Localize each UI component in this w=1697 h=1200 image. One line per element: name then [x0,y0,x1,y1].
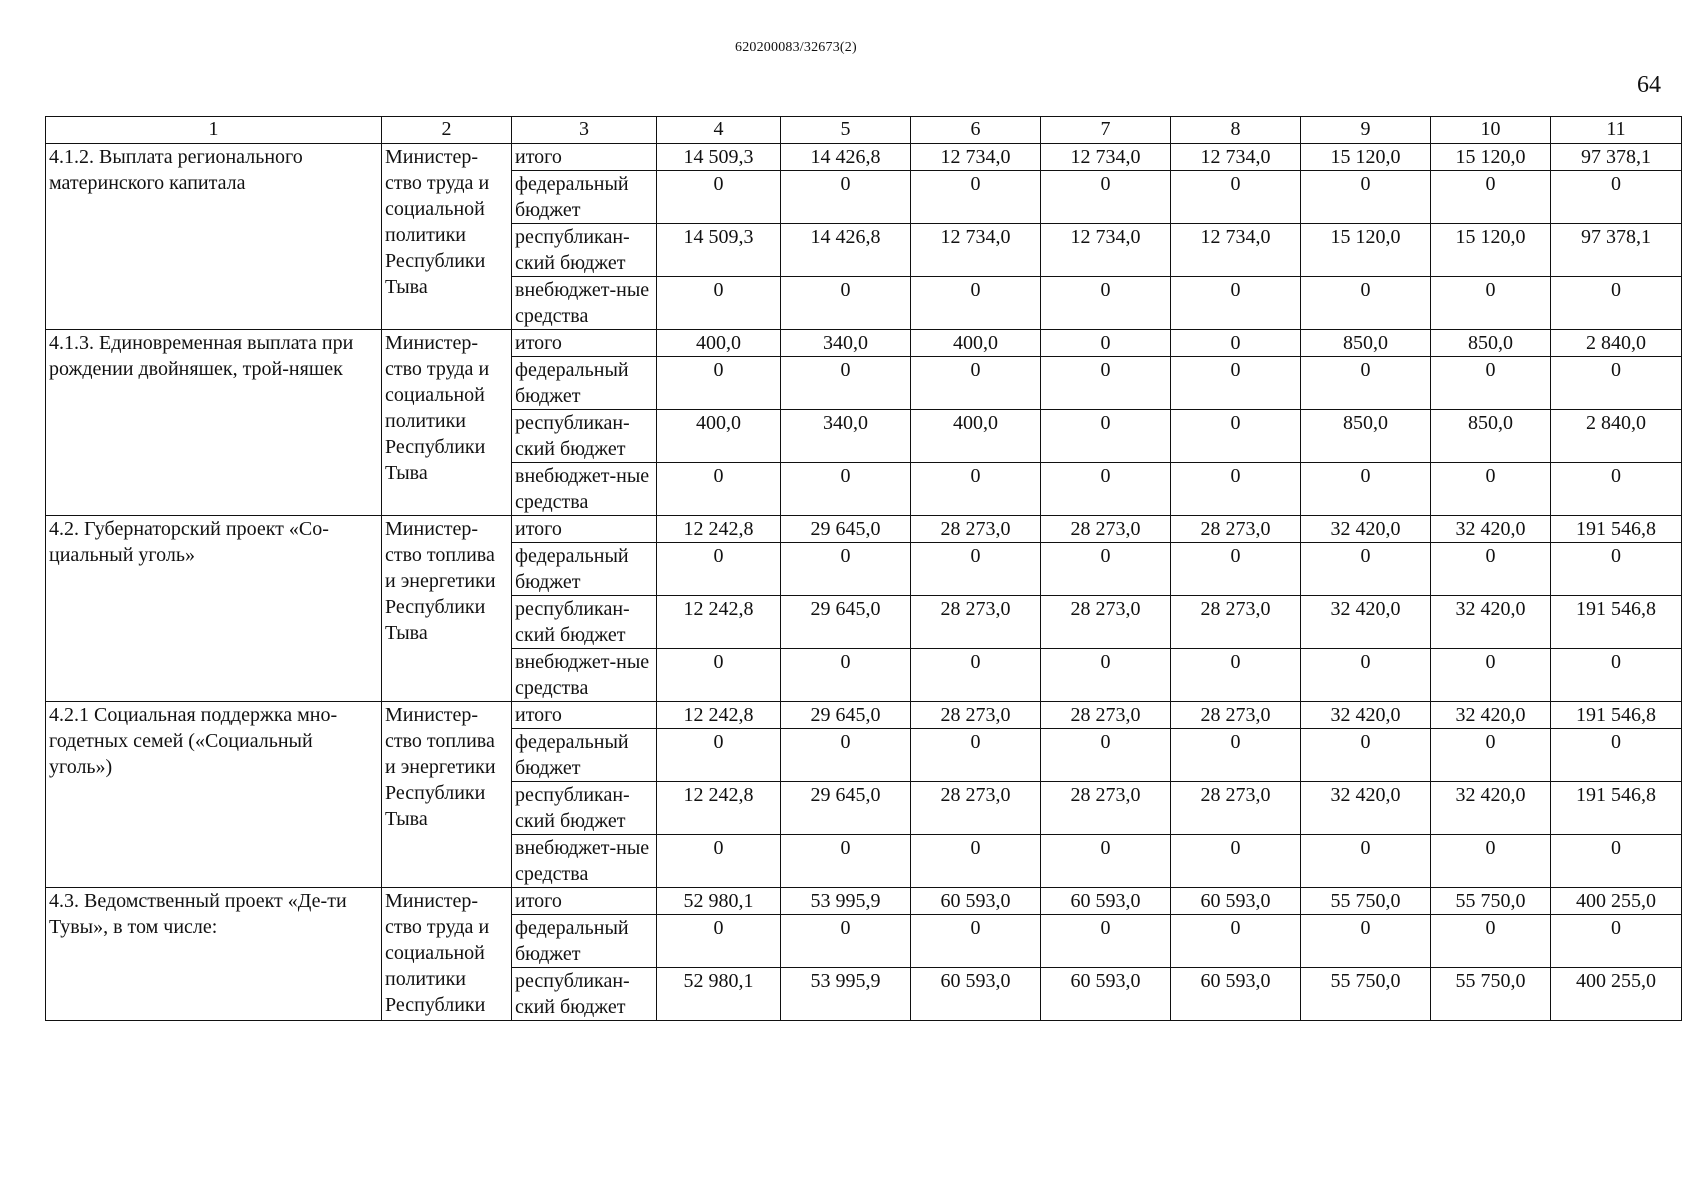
value-cell-col-11: 191 546,8 [1551,782,1682,835]
funding-source-cell: итого [512,330,657,357]
value-cell-col-7: 0 [1041,463,1171,516]
table-row [46,330,1682,357]
value-cell-col-5: 29 645,0 [781,596,911,649]
value-cell-col-9: 32 420,0 [1301,596,1431,649]
value-cell-col-4: 14 509,3 [657,144,781,171]
value-cell-col-11: 400 255,0 [1551,968,1682,1021]
value-cell-col-9: 0 [1301,649,1431,702]
value-cell-col-7: 0 [1041,277,1171,330]
value-cell-col-5: 29 645,0 [781,516,911,543]
value-cell-col-10: 0 [1431,171,1551,224]
funding-source-cell: республикан-ский бюджет [512,224,657,277]
executor-cell: Министер-ство труда и социальной политики Республики Тыва [382,144,512,330]
column-number-11: 11 [1551,117,1682,144]
value-cell-col-10: 0 [1431,357,1551,410]
value-cell-col-7: 0 [1041,835,1171,888]
value-cell-col-4: 0 [657,171,781,224]
value-cell-col-11: 0 [1551,729,1682,782]
value-cell-col-4: 12 242,8 [657,596,781,649]
value-cell-col-9: 32 420,0 [1301,516,1431,543]
value-cell-col-10: 0 [1431,915,1551,968]
value-cell-col-11: 0 [1551,835,1682,888]
value-cell-col-11: 0 [1551,357,1682,410]
value-cell-col-7: 60 593,0 [1041,968,1171,1021]
value-cell-col-4: 400,0 [657,330,781,357]
column-number-row [46,117,1682,144]
funding-source-cell: федеральный бюджет [512,729,657,782]
value-cell-col-11: 0 [1551,277,1682,330]
value-cell-col-7: 0 [1041,729,1171,782]
value-cell-col-7: 0 [1041,330,1171,357]
value-cell-col-7: 28 273,0 [1041,516,1171,543]
value-cell-col-5: 0 [781,357,911,410]
value-cell-col-11: 191 546,8 [1551,516,1682,543]
value-cell-col-11: 0 [1551,543,1682,596]
value-cell-col-7: 28 273,0 [1041,782,1171,835]
value-cell-col-8: 0 [1171,729,1301,782]
measure-name-cell: 4.3. Ведомственный проект «Де-ти Тувы», в том числе: [46,888,382,1021]
value-cell-col-9: 15 120,0 [1301,224,1431,277]
value-cell-col-6: 0 [911,277,1041,330]
value-cell-col-10: 0 [1431,543,1551,596]
value-cell-col-9: 15 120,0 [1301,144,1431,171]
value-cell-col-11: 97 378,1 [1551,224,1682,277]
value-cell-col-5: 0 [781,649,911,702]
table-row [46,702,1682,729]
value-cell-col-6: 28 273,0 [911,596,1041,649]
value-cell-col-6: 400,0 [911,330,1041,357]
value-cell-col-6: 60 593,0 [911,888,1041,915]
value-cell-col-10: 55 750,0 [1431,968,1551,1021]
value-cell-col-4: 0 [657,543,781,596]
value-cell-col-6: 0 [911,649,1041,702]
value-cell-col-8: 28 273,0 [1171,516,1301,543]
column-number-2: 2 [382,117,512,144]
value-cell-col-4: 52 980,1 [657,888,781,915]
value-cell-col-4: 0 [657,463,781,516]
value-cell-col-4: 400,0 [657,410,781,463]
table-row [46,144,1682,171]
value-cell-col-4: 12 242,8 [657,782,781,835]
value-cell-col-10: 15 120,0 [1431,144,1551,171]
value-cell-col-7: 0 [1041,543,1171,596]
value-cell-col-8: 0 [1171,330,1301,357]
value-cell-col-7: 0 [1041,915,1171,968]
value-cell-col-10: 850,0 [1431,330,1551,357]
value-cell-col-5: 29 645,0 [781,782,911,835]
budget-table [45,116,1682,1021]
value-cell-col-4: 12 242,8 [657,516,781,543]
funding-source-cell: федеральный бюджет [512,357,657,410]
measure-name-cell: 4.2.1 Социальная поддержка мно-годетных семей («Социальный уголь») [46,702,382,888]
value-cell-col-5: 0 [781,171,911,224]
value-cell-col-11: 191 546,8 [1551,702,1682,729]
value-cell-col-9: 55 750,0 [1301,888,1431,915]
value-cell-col-4: 0 [657,277,781,330]
table-row [46,516,1682,543]
value-cell-col-7: 28 273,0 [1041,702,1171,729]
value-cell-col-7: 0 [1041,410,1171,463]
value-cell-col-8: 12 734,0 [1171,224,1301,277]
value-cell-col-7: 28 273,0 [1041,596,1171,649]
document-code: 620200083/32673(2) [735,40,857,55]
value-cell-col-6: 28 273,0 [911,702,1041,729]
value-cell-col-7: 0 [1041,357,1171,410]
value-cell-col-5: 340,0 [781,330,911,357]
value-cell-col-5: 0 [781,543,911,596]
value-cell-col-4: 12 242,8 [657,702,781,729]
value-cell-col-9: 850,0 [1301,410,1431,463]
funding-source-cell: внебюджет-ные средства [512,649,657,702]
value-cell-col-11: 0 [1551,649,1682,702]
value-cell-col-6: 60 593,0 [911,968,1041,1021]
column-number-9: 9 [1301,117,1431,144]
value-cell-col-6: 0 [911,915,1041,968]
value-cell-col-8: 60 593,0 [1171,888,1301,915]
value-cell-col-6: 12 734,0 [911,224,1041,277]
value-cell-col-8: 0 [1171,649,1301,702]
value-cell-col-6: 400,0 [911,410,1041,463]
value-cell-col-8: 0 [1171,357,1301,410]
page-number: 64 [1637,72,1661,98]
funding-source-cell: федеральный бюджет [512,171,657,224]
value-cell-col-4: 0 [657,835,781,888]
value-cell-col-11: 0 [1551,463,1682,516]
value-cell-col-5: 0 [781,915,911,968]
value-cell-col-9: 0 [1301,835,1431,888]
value-cell-col-10: 0 [1431,729,1551,782]
funding-source-cell: республикан-ский бюджет [512,596,657,649]
executor-cell: Министер-ство труда и социальной политики Республики Тыва [382,330,512,516]
funding-source-cell: республикан-ский бюджет [512,782,657,835]
value-cell-col-5: 14 426,8 [781,224,911,277]
value-cell-col-10: 0 [1431,463,1551,516]
value-cell-col-8: 12 734,0 [1171,144,1301,171]
value-cell-col-6: 0 [911,463,1041,516]
value-cell-col-8: 60 593,0 [1171,968,1301,1021]
value-cell-col-5: 0 [781,277,911,330]
value-cell-col-11: 191 546,8 [1551,596,1682,649]
value-cell-col-7: 0 [1041,171,1171,224]
value-cell-col-8: 0 [1171,410,1301,463]
table-row [46,888,1682,915]
funding-source-cell: внебюджет-ные средства [512,463,657,516]
value-cell-col-8: 0 [1171,277,1301,330]
value-cell-col-7: 12 734,0 [1041,224,1171,277]
value-cell-col-9: 32 420,0 [1301,702,1431,729]
funding-source-cell: итого [512,888,657,915]
value-cell-col-11: 400 255,0 [1551,888,1682,915]
value-cell-col-6: 28 273,0 [911,782,1041,835]
value-cell-col-11: 97 378,1 [1551,144,1682,171]
value-cell-col-6: 12 734,0 [911,144,1041,171]
value-cell-col-5: 14 426,8 [781,144,911,171]
value-cell-col-10: 32 420,0 [1431,596,1551,649]
executor-cell: Министер-ство топлива и энергетики Республики Тыва [382,702,512,888]
value-cell-col-6: 0 [911,729,1041,782]
value-cell-col-5: 340,0 [781,410,911,463]
column-number-3: 3 [512,117,657,144]
value-cell-col-10: 32 420,0 [1431,702,1551,729]
value-cell-col-10: 32 420,0 [1431,782,1551,835]
value-cell-col-7: 60 593,0 [1041,888,1171,915]
funding-source-cell: федеральный бюджет [512,543,657,596]
value-cell-col-10: 55 750,0 [1431,888,1551,915]
value-cell-col-11: 2 840,0 [1551,330,1682,357]
value-cell-col-10: 32 420,0 [1431,516,1551,543]
value-cell-col-7: 0 [1041,649,1171,702]
value-cell-col-9: 0 [1301,729,1431,782]
column-number-10: 10 [1431,117,1551,144]
value-cell-col-5: 29 645,0 [781,702,911,729]
funding-source-cell: республикан-ский бюджет [512,968,657,1021]
value-cell-col-4: 0 [657,729,781,782]
column-number-5: 5 [781,117,911,144]
column-number-1: 1 [46,117,382,144]
value-cell-col-6: 28 273,0 [911,516,1041,543]
column-number-7: 7 [1041,117,1171,144]
value-cell-col-8: 0 [1171,463,1301,516]
value-cell-col-9: 0 [1301,277,1431,330]
value-cell-col-5: 53 995,9 [781,968,911,1021]
value-cell-col-5: 0 [781,463,911,516]
measure-name-cell: 4.1.3. Единовременная выплата при рождении двойняшек, трой-няшек [46,330,382,516]
value-cell-col-11: 0 [1551,171,1682,224]
value-cell-col-11: 2 840,0 [1551,410,1682,463]
measure-name-cell: 4.2. Губернаторский проект «Со-циальный уголь» [46,516,382,702]
value-cell-col-5: 0 [781,729,911,782]
value-cell-col-9: 0 [1301,915,1431,968]
value-cell-col-10: 0 [1431,649,1551,702]
executor-cell: Министер-ство топлива и энергетики Республики Тыва [382,516,512,702]
funding-source-cell: итого [512,516,657,543]
value-cell-col-10: 0 [1431,277,1551,330]
value-cell-col-8: 0 [1171,835,1301,888]
value-cell-col-5: 53 995,9 [781,888,911,915]
funding-source-cell: внебюджет-ные средства [512,277,657,330]
value-cell-col-4: 0 [657,649,781,702]
value-cell-col-9: 0 [1301,543,1431,596]
value-cell-col-9: 850,0 [1301,330,1431,357]
value-cell-col-10: 850,0 [1431,410,1551,463]
value-cell-col-4: 52 980,1 [657,968,781,1021]
value-cell-col-9: 0 [1301,463,1431,516]
column-number-8: 8 [1171,117,1301,144]
measure-name-cell: 4.1.2. Выплата регионального материнского капитала [46,144,382,330]
value-cell-col-8: 0 [1171,543,1301,596]
value-cell-col-4: 0 [657,915,781,968]
value-cell-col-6: 0 [911,543,1041,596]
value-cell-col-7: 12 734,0 [1041,144,1171,171]
executor-cell: Министер-ство труда и социальной политики Республики [382,888,512,1021]
funding-source-cell: внебюджет-ные средства [512,835,657,888]
funding-source-cell: республикан-ский бюджет [512,410,657,463]
value-cell-col-9: 0 [1301,357,1431,410]
value-cell-col-4: 0 [657,357,781,410]
column-number-6: 6 [911,117,1041,144]
value-cell-col-8: 28 273,0 [1171,702,1301,729]
value-cell-col-8: 28 273,0 [1171,782,1301,835]
value-cell-col-11: 0 [1551,915,1682,968]
value-cell-col-10: 0 [1431,835,1551,888]
funding-source-cell: федеральный бюджет [512,915,657,968]
value-cell-col-6: 0 [911,171,1041,224]
value-cell-col-8: 0 [1171,915,1301,968]
value-cell-col-6: 0 [911,835,1041,888]
value-cell-col-9: 55 750,0 [1301,968,1431,1021]
funding-source-cell: итого [512,702,657,729]
value-cell-col-5: 0 [781,835,911,888]
value-cell-col-6: 0 [911,357,1041,410]
value-cell-col-4: 14 509,3 [657,224,781,277]
value-cell-col-10: 15 120,0 [1431,224,1551,277]
value-cell-col-9: 0 [1301,171,1431,224]
funding-source-cell: итого [512,144,657,171]
column-number-4: 4 [657,117,781,144]
value-cell-col-8: 28 273,0 [1171,596,1301,649]
value-cell-col-9: 32 420,0 [1301,782,1431,835]
value-cell-col-8: 0 [1171,171,1301,224]
